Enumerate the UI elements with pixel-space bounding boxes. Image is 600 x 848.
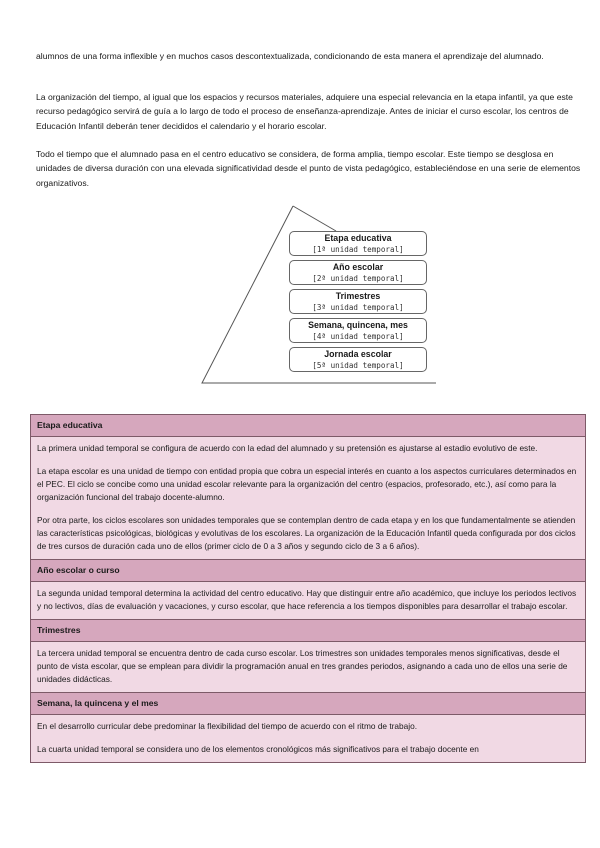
section-heading-anio: Año escolar o curso [31, 560, 585, 582]
section-body-etapa [31, 437, 585, 560]
pyramid-level-title: Trimestres [335, 291, 381, 301]
pyramid-level-4 [289, 318, 427, 343]
pyramid-level-unit: [1ª unidad temporal] [312, 245, 404, 254]
pyramid-level-title: Año escolar [332, 262, 384, 272]
section-paragraph: La segunda unidad temporal determina la actividad del centro educativo. Hay que distinguir entre año académico, que incluye los periodos lectivos y no lectivos, días de evaluación y vacaciones, y curso escolar, que hace referencia a los tiempos disponibles para desarrollar el trabajo escolar. [37, 588, 577, 611]
pyramid-level-title: Semana, quincena, mes [308, 320, 408, 330]
section-paragraph: Por otra parte, los ciclos escolares son unidades temporales que se contemplan dentro de cada etapa y en los que fundamentalmente se atienden las características psicológicas, biológicas y evolutivas de los escolares. La organización de la Educación Infantil queda configurada por dos ciclos de tres cursos de duración cada uno de ellos (primer ciclo de 0 a 3 años y segundo ciclo de 3 a 6 años). [37, 515, 576, 551]
intro-paragraph-2: La organización del tiempo, al igual que los espacios y recursos materiales, adquiere una especial relevancia en la etapa infantil, ya que este recurso pedagógico servirá de guía a lo largo de todo el proceso de enseñanza-aprendizaje. Antes de iniciar el curso escolar, los centros de Educación Infantil deberán tener decididos el calendario y el horario escolar. [36, 92, 573, 131]
intro-paragraph-3: Todo el tiempo que el alumnado pasa en el centro educativo se considera, de forma amplia, tiempo escolar. Este tiempo se desglosa en unidades de diversa duración con una elevada significatividad desde el punto de vista pedagógico, estableciéndose en una serie de elementos organizativos. [36, 149, 581, 188]
pyramid-level-unit: [5ª unidad temporal] [312, 361, 404, 370]
pyramid-level-title: Jornada escolar [324, 349, 392, 359]
pyramid-level-unit: [2ª unidad temporal] [312, 274, 404, 283]
pyramid-level-unit: [4ª unidad temporal] [312, 332, 404, 341]
pyramid-level-3 [289, 289, 427, 314]
section-paragraph: La cuarta unidad temporal se considera uno de los elementos cronológicos más significativos para el trabajo docente en [37, 744, 479, 754]
section-heading-trimestres: Trimestres [31, 620, 585, 642]
section-paragraph: La primera unidad temporal se configura de acuerdo con la edad del alumnado y su pretensión es ajustarse al estadio evolutivo de este. [37, 443, 538, 453]
section-paragraph: La etapa escolar es una unidad de tiempo con entidad propia que cobra un especial interés en cuanto a los aspectos curriculares determinados en el PEC. El ciclo se concibe como una unidad escolar relevante para la organización del centro (espacios, profesorado, etc.), así como para la organización funcional del trabajo docente-alumno. [37, 466, 577, 502]
section-paragraph: En el desarrollo curricular debe predominar la flexibilidad del tiempo de acuerdo con el ritmo de trabajo. [37, 721, 418, 731]
section-paragraph: La tercera unidad temporal se encuentra dentro de cada curso escolar. Los trimestres son unidades temporales menos significativas, desde el punto de vista escolar, que se emplean para dividir la programación anual en tres grandes periodos, asignando a cada uno de ellos una serie de unidades didácticas. [37, 648, 568, 684]
pyramid-level-5 [289, 347, 427, 372]
pyramid-level-unit: [3ª unidad temporal] [312, 303, 404, 312]
time-units-pyramid [200, 203, 440, 388]
pyramid-level-1 [289, 231, 427, 256]
section-body-anio [31, 582, 585, 620]
intro-paragraph-1: alumnos de una forma inflexible y en muchos casos descontextualizada, condicionando de esta manera el aprendizaje del alumnado. [36, 51, 544, 61]
pyramid-level-2 [289, 260, 427, 285]
time-units-table [30, 414, 586, 763]
section-heading-etapa: Etapa educativa [31, 415, 585, 437]
section-heading-semana: Semana, la quincena y el mes [31, 693, 585, 715]
pyramid-level-title: Etapa educativa [324, 233, 392, 243]
section-body-trimestres [31, 642, 585, 693]
section-body-semana [31, 715, 585, 762]
